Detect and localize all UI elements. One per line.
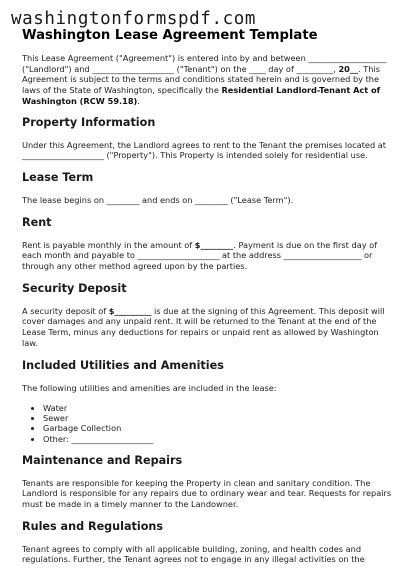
deposit-line: is due at the signing of this Agreement. This deposit will bbox=[151, 305, 385, 316]
maintenance-line: Landlord is responsible for any repairs due to ordinary wear and tear. Requests for repairs bbox=[22, 488, 392, 499]
maintenance-line: Tenants are responsible for keeping the Property in clean and sanitary condition. The bbox=[22, 477, 371, 488]
intro-paragraph bbox=[22, 53, 398, 107]
maintenance-heading: Maintenance and Repairs bbox=[22, 453, 183, 467]
utilities-heading: Included Utilities and Amenities bbox=[22, 358, 224, 372]
deposit-line: Lease Term, minus any deductions for repairs or unpaid rent as allowed by Washington bbox=[22, 327, 379, 338]
rent-line: each month and payable to ____________________ at the address ___________________ or bbox=[22, 250, 373, 261]
utilities-list bbox=[22, 403, 398, 443]
intro-act-name: Residential Landlord-Tenant Act of bbox=[221, 85, 381, 96]
intro-line: ("Landlord") and ____________________ ("Tenant") on the ____ day of _________, bbox=[22, 63, 339, 74]
deposit-line: A security deposit of bbox=[22, 305, 109, 316]
page-title: Washington Lease Agreement Template bbox=[22, 28, 318, 43]
list-item: • Sewer bbox=[43, 413, 398, 423]
intro-line: . This bbox=[358, 63, 381, 74]
deposit-amount-blank: $_________ bbox=[108, 305, 152, 316]
intro-line: Agreement is subject to the terms and conditions stated herein and is governed by the bbox=[22, 74, 380, 85]
rent-amount-blank: $________ bbox=[194, 239, 234, 250]
rules-heading: Rules and Regulations bbox=[22, 519, 164, 533]
utilities-line: The following utilities and amenities are included in the lease: bbox=[22, 382, 277, 393]
intro-line: . bbox=[137, 95, 140, 106]
rent-paragraph bbox=[22, 240, 398, 272]
deposit-line: law. bbox=[22, 337, 38, 348]
rent-line: Rent is payable monthly in the amount of bbox=[22, 239, 195, 250]
utilities-paragraph bbox=[22, 383, 398, 394]
property-line: Under this Agreement, the Landlord agrees to rent to the Tenant the premises located at bbox=[22, 139, 386, 150]
lease-term-paragraph bbox=[22, 195, 398, 206]
deposit-line: cover damages and any unpaid rent. It will be returned to the Tenant at the end of the bbox=[22, 316, 377, 327]
document-body bbox=[22, 53, 398, 575]
rules-line: Tenant agrees to comply with all applicable building, zoning, and health codes and bbox=[22, 543, 362, 554]
lease-term-heading: Lease Term bbox=[22, 170, 94, 184]
intro-act-name: Washington (RCW 59.18) bbox=[22, 95, 138, 106]
rent-heading: Rent bbox=[22, 215, 52, 229]
list-item: • Other: ____________________ bbox=[43, 434, 398, 444]
property-paragraph bbox=[22, 140, 398, 161]
intro-year-blank: 20__ bbox=[338, 63, 359, 74]
maintenance-paragraph bbox=[22, 478, 398, 510]
security-deposit-paragraph bbox=[22, 306, 398, 349]
lease-term-line: The lease begins on ________ and ends on ________ ("Lease Term"). bbox=[22, 194, 294, 205]
maintenance-line: must be made in a timely manner to the Landowner. bbox=[22, 499, 239, 510]
site-watermark: washingtonformspdf.com bbox=[11, 9, 256, 29]
list-item: • Garbage Collection bbox=[43, 423, 398, 433]
security-deposit-heading: Security Deposit bbox=[22, 281, 127, 295]
rules-paragraph bbox=[22, 544, 398, 565]
intro-line: This Lease Agreement ("Agreement") is entered into by and between ___________________ bbox=[22, 53, 387, 63]
property-line: ____________________ ("Property"). This Property is intended solely for residential use. bbox=[22, 150, 368, 161]
rent-line: . Payment is due on the first day of bbox=[233, 239, 378, 250]
list-item: • Water bbox=[43, 403, 398, 413]
intro-line: laws of the State of Washington, specifically the bbox=[22, 85, 222, 96]
property-heading: Property Information bbox=[22, 115, 156, 129]
rent-line: through any other method agreed upon by the parties. bbox=[22, 261, 248, 272]
rules-line: regulations. Further, the Tenant agrees not to engage in any illegal activities on the bbox=[22, 554, 365, 565]
